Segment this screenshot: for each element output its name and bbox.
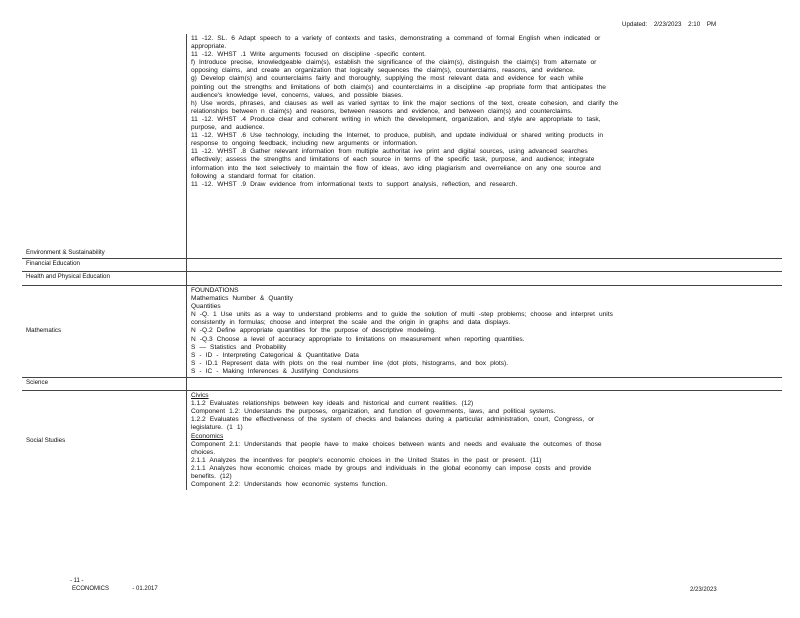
economics-heading: Economics [191, 432, 224, 440]
footer-course-line [72, 586, 158, 594]
footer-left [70, 578, 158, 593]
row-content-cell [187, 259, 783, 272]
table-row-mathematics [22, 286, 782, 378]
page-number: - 11 - [70, 578, 84, 584]
standard-line: purpose, and audience. [191, 124, 265, 132]
standard-line: S - ID - Interpreting Categorical & Quantitative Data [191, 351, 359, 359]
row-label-cell [22, 34, 187, 259]
standard-line: 11 -12. WHST .4 Produce clear and coherent writing in which the development, organization, and style are appropriate to task, [191, 115, 601, 123]
row-label-cell [22, 391, 187, 491]
standard-line: Component 2.2: Understands how economic systems function. [191, 481, 388, 489]
standard-line: g) Develop claim(s) and counterclaims fairly and thoroughly, supplying the most relevant data and evidence for each while [191, 75, 584, 83]
row-label-environment: Environment & Sustainability [26, 248, 105, 256]
standard-line: relationships between n claim(s) and reasons, between reasons and evidence, and between claim(s) and counterclaims. [191, 107, 573, 115]
table-row-environment [22, 34, 782, 259]
updated-ampm: PM [706, 21, 717, 28]
standard-line: 11 -12. WHST .8 Gather relevant information from multiple authoritat ive print and digital sources, using advanced searches [191, 148, 588, 156]
version-code: - 01.2017 [132, 585, 158, 592]
row-label-cell [22, 378, 187, 391]
standard-line: 2.1.1 Analyzes how economic choices made by groups and individuals in the global economy can impose costs and provide [191, 464, 592, 472]
updated-time: 2:10 [688, 21, 701, 28]
row-content-cell [187, 272, 783, 286]
updated-header [622, 21, 716, 29]
footer-date: 2/23/2023 [690, 587, 717, 593]
standard-line: 11 -12. WHST .6 Use technology, including the Internet, to produce, publish, and update individual or shared writing products in [191, 132, 603, 140]
row-label-financial: Financial Education [26, 260, 81, 267]
row-content-cell [187, 391, 783, 491]
standard-line: Quantities [191, 303, 221, 311]
standard-line: audience's knowledge level, concerns, values, and possible biases. [191, 91, 404, 99]
row-content-cell [187, 378, 783, 391]
standard-line: consistently in formulas; choose and interpret the scale and the origin in graphs and data displays. [191, 319, 511, 327]
standard-line: benefits. (12) [191, 472, 232, 480]
standards-table [22, 34, 782, 490]
standard-line: 11 -12. WHST .9 Draw evidence from informational texts to support analysis, reflection, and research. [191, 180, 518, 188]
standard-line: S — Statistics and Probability [191, 343, 287, 351]
row-label-health: Health and Physical Education [26, 273, 110, 280]
row-label-social-studies: Social Studies [26, 436, 66, 444]
course-name: ECONOMICS [72, 585, 110, 592]
row-label-cell [22, 259, 187, 272]
standard-line: N -Q.2 Define appropriate quantities for the purpose of descriptive modeling. [191, 327, 436, 335]
updated-label: Updated: [622, 21, 648, 28]
standard-line: 1.2.2 Evaluates the effectiveness of the system of checks and balances during a particular administration, court, Congress, or [191, 416, 595, 424]
standard-line: h) Use words, phrases, and clauses as well as varied syntax to link the major sections of the text, create cohesion, and clarify the [191, 99, 618, 107]
standard-line: Component 2.1: Understands that people have to make choices between wants and needs and evaluate the outcomes of those [191, 440, 602, 448]
standard-line: effectively; assess the strengths and limitations of each source in terms of the specific task, purpose, and audience; integrate [191, 156, 595, 164]
standard-line: Mathematics Number & Quantity [191, 295, 293, 303]
table-row-social-studies [22, 391, 782, 491]
standard-line: appropriate. [191, 43, 227, 51]
table-row-financial [22, 259, 782, 272]
standard-line: f) Introduce precise, knowledgeable claim(s), establish the significance of the claim(s), distinguish the claim(s) from alternate or [191, 59, 597, 67]
standard-line: FOUNDATIONS [191, 287, 239, 294]
standard-line: information into the text selectively to maintain the flow of ideas, avo iding plagiarism and overreliance on any one source and [191, 164, 601, 172]
row-content-cell [187, 34, 783, 259]
table-row-science [22, 378, 782, 391]
updated-date: 2/23/2023 [653, 21, 682, 28]
standard-line: following a standard format for citation. [191, 172, 316, 180]
row-content-cell [187, 286, 783, 378]
standard-line: 11 -12. SL. 6 Adapt speech to a variety of contexts and tasks, demonstrating a command of formal English when indicated or [191, 35, 601, 42]
standard-line: response to ongoing feedback, including new arguments or information. [191, 140, 418, 148]
standard-line: pointing out the strengths and limitations of both claim(s) and counterclaims in a discipline -ap propriate form that anticipates the [191, 83, 606, 91]
table-row-health [22, 272, 782, 286]
standard-line: 11 -12. WHST .1 Write arguments focused on discipline -specific content. [191, 51, 426, 59]
standard-line: 2.1.1 Analyzes the incentives for people's economic choices in the United States in the past or present. (11) [191, 456, 542, 464]
row-label-cell [22, 286, 187, 378]
standard-line: N -Q. 1 Use units as a way to understand problems and to guide the solution of multi -step problems; choose and interpret units [191, 311, 613, 319]
standard-line: opposing claims, and create an organization that logically sequences the claim(s), counterclaims, reasons, and evidence. [191, 67, 575, 75]
standard-line: N -Q.3 Choose a level of accuracy appropriate to limitations on measurement when reporting quantities. [191, 335, 525, 343]
standard-line: S - IC - Making Inferences & Justifying Conclusions [191, 367, 359, 375]
standard-line: S - ID.1 Represent data with plots on the real number line (dot plots, histograms, and box plots). [191, 359, 509, 367]
row-label-cell [22, 272, 187, 286]
standard-line: legislature. (1 1) [191, 424, 243, 432]
standard-line: choices. [191, 448, 216, 456]
standard-line: 1.1.2 Evaluates relationships between key ideals and historical and current realities. (12) [191, 400, 474, 408]
civics-heading: Civics [191, 392, 209, 400]
row-label-mathematics: Mathematics [26, 327, 62, 335]
row-label-science: Science [26, 379, 49, 387]
standard-line: Component 1.2: Understands the purposes, organization, and function of governments, laws, and political systems. [191, 408, 556, 416]
